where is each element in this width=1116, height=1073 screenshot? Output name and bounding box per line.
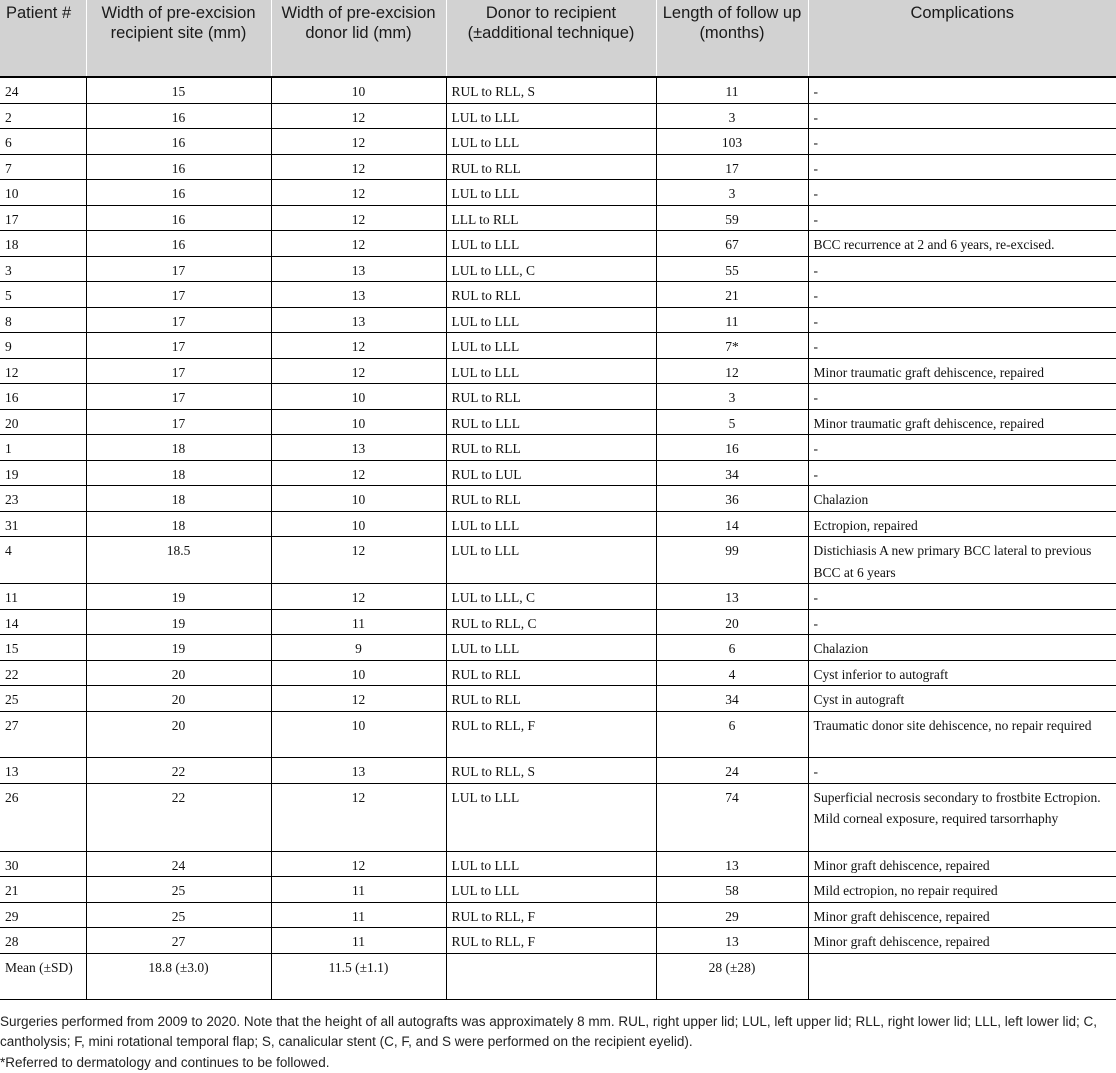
table-cell: RUL to RLL — [446, 686, 656, 712]
table-cell: 29 — [0, 902, 86, 928]
table-cell: Minor graft dehiscence, repaired — [808, 851, 1116, 877]
table-cell: 19 — [86, 635, 271, 661]
table-cell: BCC recurrence at 2 and 6 years, re-excised. — [808, 231, 1116, 257]
col-header-follow-up: Length of follow up (months) — [656, 0, 808, 77]
table-cell: Chalazion — [808, 486, 1116, 512]
table-cell — [446, 953, 656, 1000]
table-cell: 18 — [86, 511, 271, 537]
table-cell: 12 — [656, 358, 808, 384]
table-cell: 17 — [86, 307, 271, 333]
table-cell: 4 — [656, 660, 808, 686]
table-cell: 24 — [656, 758, 808, 784]
table-cell: RUL to RLL, F — [446, 902, 656, 928]
table-cell: 58 — [656, 877, 808, 903]
table-cell: 1 — [0, 435, 86, 461]
table-row — [0, 460, 1116, 486]
table-row — [0, 231, 1116, 257]
table-row — [0, 282, 1116, 308]
table-cell: - — [808, 205, 1116, 231]
col-header-donor-width: Width of pre-excision donor lid (mm) — [271, 0, 446, 77]
table-cell: 13 — [656, 928, 808, 954]
table-row — [0, 486, 1116, 512]
table-cell: 12 — [271, 686, 446, 712]
table-cell: Minor graft dehiscence, repaired — [808, 928, 1116, 954]
table-cell: 13 — [656, 584, 808, 610]
table-cell: 6 — [656, 635, 808, 661]
table-cell: 11.5 (±1.1) — [271, 953, 446, 1000]
table-cell: LUL to LLL, C — [446, 256, 656, 282]
table-cell: 9 — [0, 333, 86, 359]
table-row — [0, 758, 1116, 784]
table-cell: - — [808, 460, 1116, 486]
col-header-patient: Patient # — [0, 0, 86, 77]
table-cell: 55 — [656, 256, 808, 282]
table-cell: LUL to LLL — [446, 231, 656, 257]
table-cell — [808, 953, 1116, 1000]
table-cell: - — [808, 103, 1116, 129]
table-cell: 12 — [271, 460, 446, 486]
table-cell: 4 — [0, 537, 86, 584]
table-cell: 27 — [86, 928, 271, 954]
table-cell: 6 — [656, 711, 808, 758]
table-cell: LUL to LLL — [446, 851, 656, 877]
table-cell: 20 — [656, 609, 808, 635]
table-row — [0, 103, 1116, 129]
table-cell: RUL to RLL, F — [446, 928, 656, 954]
table-cell: 11 — [0, 584, 86, 610]
table-cell: 34 — [656, 460, 808, 486]
table-cell: 17 — [86, 358, 271, 384]
table-row — [0, 154, 1116, 180]
table-row — [0, 511, 1116, 537]
table-cell: 10 — [271, 486, 446, 512]
table-cell: 16 — [86, 180, 271, 206]
table-cell: 18 — [86, 435, 271, 461]
summary-row — [0, 953, 1116, 1000]
table-cell: 30 — [0, 851, 86, 877]
table-cell: 6 — [0, 129, 86, 155]
table-cell: - — [808, 758, 1116, 784]
table-cell: 16 — [86, 205, 271, 231]
table-cell: 31 — [0, 511, 86, 537]
table-cell: 18 — [86, 460, 271, 486]
table-cell: 28 (±28) — [656, 953, 808, 1000]
table-cell: 36 — [656, 486, 808, 512]
col-header-complications: Complications — [808, 0, 1116, 77]
table-cell: - — [808, 609, 1116, 635]
table-cell: RUL to RLL, C — [446, 609, 656, 635]
table-cell: RUL to RLL — [446, 282, 656, 308]
table-cell: 7* — [656, 333, 808, 359]
table-cell: Mean (±SD) — [0, 953, 86, 1000]
table-cell: LUL to LLL, C — [446, 584, 656, 610]
table-cell: Traumatic donor site dehiscence, no repair required — [808, 711, 1116, 758]
footnote-abbreviations: Surgeries performed from 2009 to 2020. Note that the height of all autografts was approximately 8 mm. RUL, right upper lid; LUL, left upper lid; RLL, right lower lid; LLL, left lower lid; C, cantholysis; F, mini rotational temporal flap; S, canalicular stent (C, F, and S were performed on the recipient eyelid). — [0, 1014, 1098, 1049]
table-row — [0, 333, 1116, 359]
table-cell: 16 — [656, 435, 808, 461]
table-cell: 13 — [271, 435, 446, 461]
table-row — [0, 635, 1116, 661]
table-cell: 20 — [86, 686, 271, 712]
table-cell: 9 — [271, 635, 446, 661]
table-cell: 7 — [0, 154, 86, 180]
table-cell: LUL to LLL — [446, 511, 656, 537]
table-cell: - — [808, 307, 1116, 333]
table-cell: LUL to LLL — [446, 358, 656, 384]
table-cell: 13 — [271, 282, 446, 308]
table-cell: 22 — [86, 783, 271, 851]
table-cell: 10 — [271, 77, 446, 103]
table-cell: - — [808, 77, 1116, 103]
table-cell: 28 — [0, 928, 86, 954]
table-cell: 13 — [271, 307, 446, 333]
table-cell: 12 — [271, 783, 446, 851]
table-cell: RUL to RLL — [446, 486, 656, 512]
table-cell: LUL to LLL — [446, 129, 656, 155]
table-row — [0, 77, 1116, 103]
table-cell: 13 — [0, 758, 86, 784]
table-cell: 13 — [656, 851, 808, 877]
table-cell: Minor traumatic graft dehiscence, repaired — [808, 409, 1116, 435]
table-cell: - — [808, 584, 1116, 610]
table-row — [0, 435, 1116, 461]
table-cell: 16 — [86, 129, 271, 155]
table-row — [0, 783, 1116, 851]
table-cell: LUL to LLL — [446, 877, 656, 903]
table-cell: 13 — [271, 256, 446, 282]
table-cell: 16 — [0, 384, 86, 410]
table-cell: 5 — [656, 409, 808, 435]
table-cell: 16 — [86, 154, 271, 180]
table-cell: 19 — [86, 584, 271, 610]
table-cell: LUL to LLL — [446, 333, 656, 359]
table-cell: 5 — [0, 282, 86, 308]
table-cell: 16 — [86, 231, 271, 257]
table-cell: RUL to RLL — [446, 154, 656, 180]
table-cell: Minor traumatic graft dehiscence, repaired — [808, 358, 1116, 384]
table-cell: - — [808, 154, 1116, 180]
table-cell: 27 — [0, 711, 86, 758]
table-cell: 13 — [271, 758, 446, 784]
table-cell: 11 — [656, 77, 808, 103]
table-row — [0, 180, 1116, 206]
table-cell: - — [808, 333, 1116, 359]
table-cell: 11 — [271, 928, 446, 954]
table-cell: Ectropion, repaired — [808, 511, 1116, 537]
table-cell: Distichiasis A new primary BCC lateral to previous BCC at 6 years — [808, 537, 1116, 584]
table-cell: 17 — [86, 384, 271, 410]
table-cell: 29 — [656, 902, 808, 928]
table-cell: 25 — [86, 877, 271, 903]
table-cell: 18.5 — [86, 537, 271, 584]
table-cell: 18 — [0, 231, 86, 257]
table-cell: LUL to LLL — [446, 783, 656, 851]
table-cell: 25 — [0, 686, 86, 712]
table-row — [0, 686, 1116, 712]
table-cell: 19 — [0, 460, 86, 486]
table-cell: 2 — [0, 103, 86, 129]
table-cell: 17 — [86, 282, 271, 308]
table-cell: 12 — [271, 851, 446, 877]
table-cell: LLL to RLL — [446, 205, 656, 231]
table-cell: 12 — [0, 358, 86, 384]
table-cell: 12 — [271, 584, 446, 610]
table-cell: Superficial necrosis secondary to frostbite Ectropion. Mild corneal exposure, required tarsorrhaphy — [808, 783, 1116, 851]
table-cell: 12 — [271, 129, 446, 155]
table-header — [0, 0, 1116, 77]
table-cell: 12 — [271, 103, 446, 129]
table-cell: RUL to RLL, F — [446, 711, 656, 758]
table-cell: - — [808, 384, 1116, 410]
table-cell: 8 — [0, 307, 86, 333]
col-header-recipient-width: Width of pre-excision recipient site (mm) — [86, 0, 271, 77]
footnote-asterisk: *Referred to dermatology and continues to be followed. — [0, 1055, 330, 1070]
table-cell: 15 — [0, 635, 86, 661]
table-cell: 17 — [86, 409, 271, 435]
table-cell: 10 — [271, 511, 446, 537]
table-row — [0, 584, 1116, 610]
table-cell: 10 — [271, 660, 446, 686]
table-cell: RUL to RLL, S — [446, 77, 656, 103]
table-cell: 14 — [0, 609, 86, 635]
table-cell: 10 — [271, 384, 446, 410]
table-cell: 17 — [656, 154, 808, 180]
table-cell: 26 — [0, 783, 86, 851]
table-row — [0, 307, 1116, 333]
table-cell: RUL to LLL — [446, 409, 656, 435]
table-row — [0, 609, 1116, 635]
table-cell: 3 — [656, 180, 808, 206]
table-cell: RUL to RLL — [446, 435, 656, 461]
table-cell: 74 — [656, 783, 808, 851]
table-cell: 23 — [0, 486, 86, 512]
table-cell: Cyst in autograft — [808, 686, 1116, 712]
table-cell: - — [808, 180, 1116, 206]
table-cell: - — [808, 256, 1116, 282]
table-cell: 17 — [86, 256, 271, 282]
table-row — [0, 902, 1116, 928]
table-cell: 16 — [86, 103, 271, 129]
table-row — [0, 877, 1116, 903]
table-cell: Cyst inferior to autograft — [808, 660, 1116, 686]
table-cell: 14 — [656, 511, 808, 537]
table-row — [0, 711, 1116, 758]
table-row — [0, 129, 1116, 155]
table-cell: 10 — [271, 409, 446, 435]
table-cell: 20 — [86, 711, 271, 758]
table-cell: Minor graft dehiscence, repaired — [808, 902, 1116, 928]
table-cell: 103 — [656, 129, 808, 155]
table-cell: 12 — [271, 231, 446, 257]
table-cell: RUL to RLL — [446, 660, 656, 686]
table-cell: 17 — [0, 205, 86, 231]
table-cell: 19 — [86, 609, 271, 635]
table-cell: 3 — [0, 256, 86, 282]
table-cell: 25 — [86, 902, 271, 928]
table-cell: 17 — [86, 333, 271, 359]
table-cell: 11 — [271, 609, 446, 635]
table-cell: 59 — [656, 205, 808, 231]
table-row — [0, 358, 1116, 384]
table-cell: 15 — [86, 77, 271, 103]
table-row — [0, 851, 1116, 877]
table-cell: 11 — [271, 902, 446, 928]
table-cell: 18 — [86, 486, 271, 512]
table-row — [0, 537, 1116, 584]
table-cell: 3 — [656, 384, 808, 410]
table-cell: 10 — [271, 711, 446, 758]
table-row — [0, 205, 1116, 231]
table-cell: LUL to LLL — [446, 635, 656, 661]
table-cell: Mild ectropion, no repair required — [808, 877, 1116, 903]
table-cell: 24 — [86, 851, 271, 877]
table-row — [0, 256, 1116, 282]
col-header-donor-to-recipient: Donor to recipient (±additional technique) — [446, 0, 656, 77]
table-cell: 3 — [656, 103, 808, 129]
table-cell: LUL to LLL — [446, 537, 656, 584]
table-cell: 34 — [656, 686, 808, 712]
table-cell: LUL to LLL — [446, 180, 656, 206]
table-cell: - — [808, 435, 1116, 461]
table-row — [0, 928, 1116, 954]
table-cell: LUL to LLL — [446, 103, 656, 129]
table-cell: - — [808, 129, 1116, 155]
table-cell: 11 — [656, 307, 808, 333]
table-cell: 21 — [0, 877, 86, 903]
table-cell: 12 — [271, 358, 446, 384]
table-cell: 12 — [271, 537, 446, 584]
table-cell: 20 — [86, 660, 271, 686]
table-cell: Chalazion — [808, 635, 1116, 661]
table-cell: - — [808, 282, 1116, 308]
table-cell: 22 — [86, 758, 271, 784]
table-cell: RUL to LUL — [446, 460, 656, 486]
table-cell: 11 — [271, 877, 446, 903]
table-cell: LUL to LLL — [446, 307, 656, 333]
table-row — [0, 660, 1116, 686]
table-cell: RUL to RLL — [446, 384, 656, 410]
table-row — [0, 409, 1116, 435]
table-cell: 21 — [656, 282, 808, 308]
table-cell: 67 — [656, 231, 808, 257]
table-cell: 10 — [0, 180, 86, 206]
table-cell: 12 — [271, 154, 446, 180]
table-row — [0, 384, 1116, 410]
table-cell: 99 — [656, 537, 808, 584]
table-cell: 12 — [271, 333, 446, 359]
table-cell: 24 — [0, 77, 86, 103]
table-cell: 12 — [271, 180, 446, 206]
table-cell: 22 — [0, 660, 86, 686]
table-body — [0, 77, 1116, 1000]
table-cell: RUL to RLL, S — [446, 758, 656, 784]
table-cell: 18.8 (±3.0) — [86, 953, 271, 1000]
table-cell: 12 — [271, 205, 446, 231]
table-cell: 20 — [0, 409, 86, 435]
